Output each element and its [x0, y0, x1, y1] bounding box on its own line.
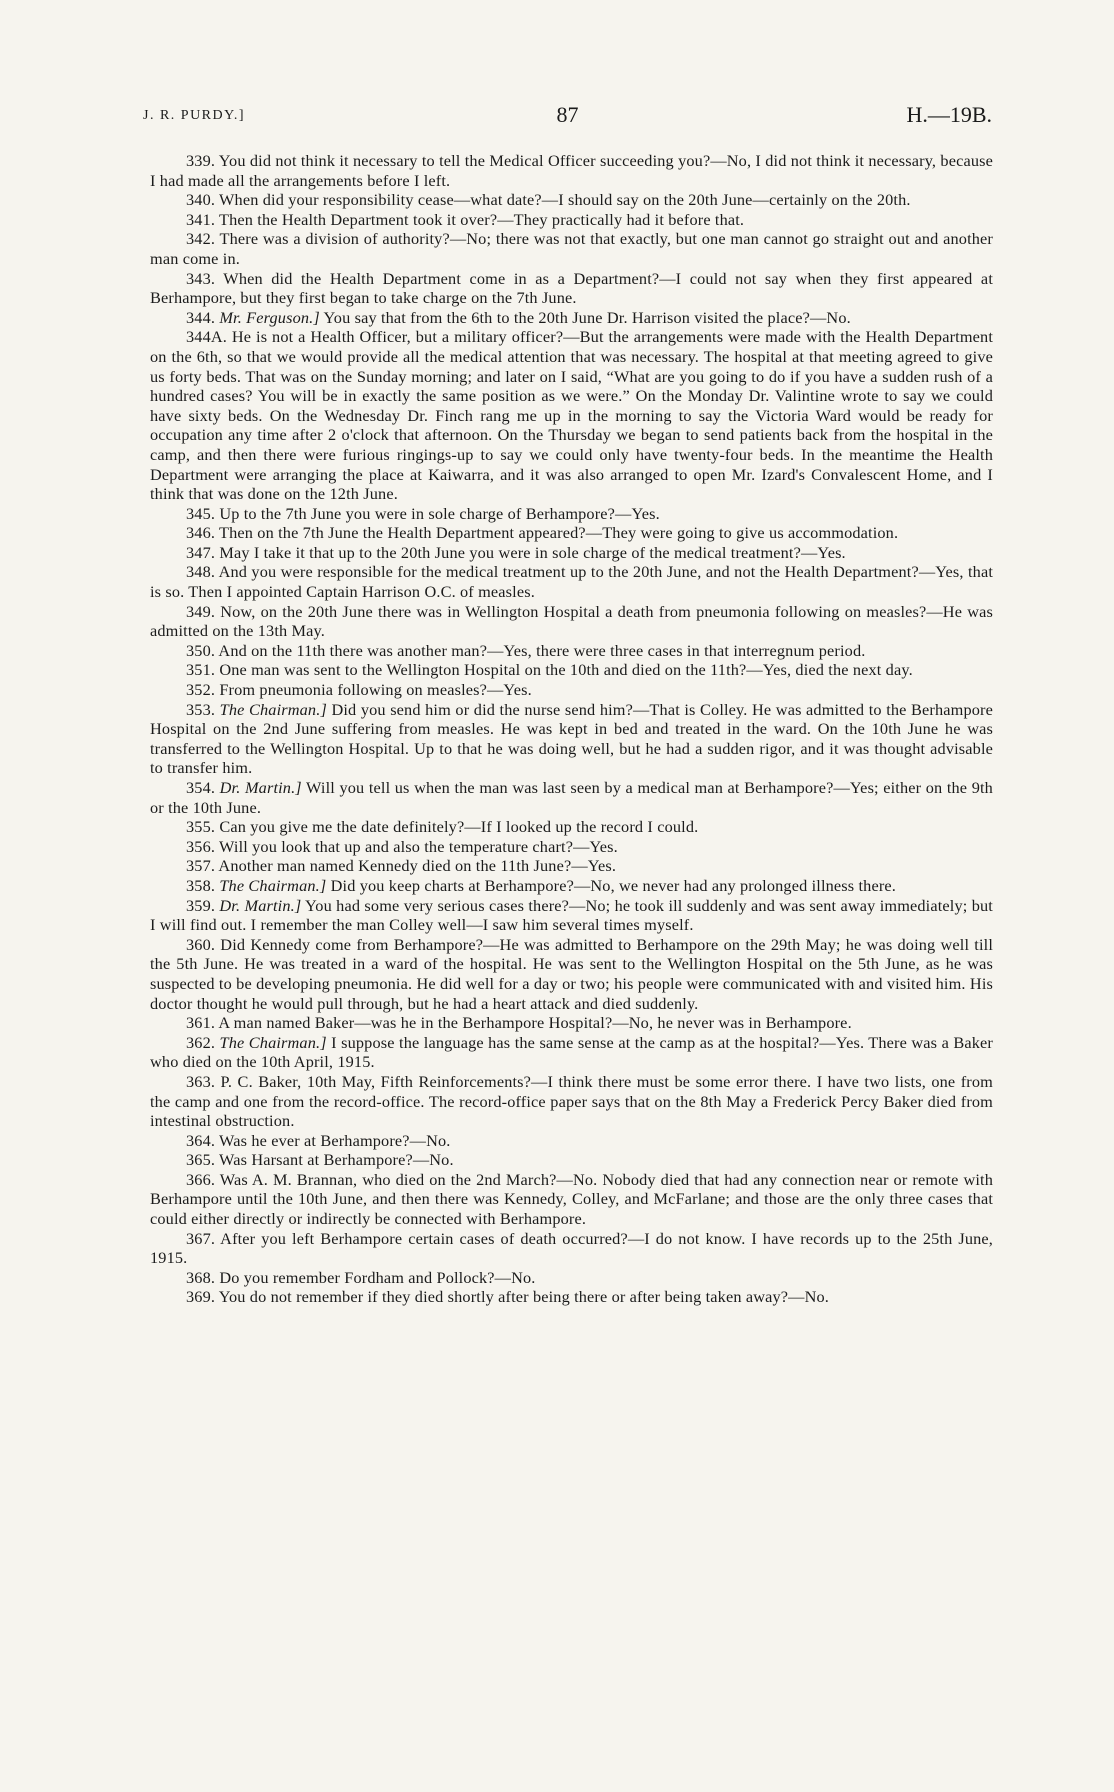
question-answer-text: There was a division of authority?—No; there was not that exactly, but one man cannot go straight out and another man come in.: [150, 229, 993, 268]
question-answer-text: Will you tell us when the man was last seen by a medical man at Berhampore?—Yes; either on the 9th or the 10th June.: [150, 778, 993, 817]
question-answer-text: One man was sent to the Wellington Hospital on the 10th and died on the 11th?—Yes, died the next day.: [219, 660, 913, 680]
question-344A: [150, 327, 993, 503]
speaker: The Chairman.]: [219, 875, 327, 895]
question-answer-text: He is not a Health Officer, but a military officer?—But the arrangements were made with the Health Department on the 6th, so that we would provide all the medical attention that was necessary. The hospital at that meeting agreed to give us forty beds. That was on the Sunday morning; and later on I said, “What are you going to do if you have a sudden rush of a hundred cases? You will be in exactly the same position as we were.” On the Monday Dr. Valintine wrote to say we could have sixty beds. On the Wednesday Dr. Finch rang me up in the morning to say the Victoria Ward would be ready for occupation any time after 2 o'clock that afternoon. On the Thursday we began to send patients back from the hospital in the camp, and then there were furious ringings-up to say we could only have twenty-four beds. In the meantime the Health Department were arranging the place at Kaiwarra, and it was also arranged to open Mr. Izard's Convalescent Home, and I think that was done on the 12th June.: [150, 327, 993, 504]
question-number: 369.: [186, 1287, 216, 1307]
page-header: [143, 104, 992, 134]
question-369: [150, 1287, 993, 1307]
question-answer-text: Can you give me the date definitely?—If I looked up the record I could.: [219, 817, 699, 837]
question-354: [150, 778, 993, 817]
question-answer-text: And on the 11th there was another man?—Yes, there were three cases in that interregnum period.: [218, 640, 866, 660]
question-answer-text: Was Harsant at Berhampore?—No.: [219, 1150, 454, 1170]
question-357: [150, 856, 993, 876]
question-341: [150, 210, 993, 230]
question-answer-text: Was A. M. Brannan, who died on the 2nd March?—No. Nobody died that had any connection near or remote with Berhampore until the 10th June, and then there was Kennedy, Colley, and McFarlane; and those are the only three cases that could either directly or indirectly be connected with Berhampore.: [150, 1169, 993, 1229]
question-number: 367.: [186, 1228, 216, 1248]
testimony-body: [150, 151, 993, 1307]
question-340: [150, 190, 993, 210]
question-350: [150, 641, 993, 661]
question-number: 364.: [186, 1130, 216, 1150]
question-number: 344A.: [186, 327, 227, 347]
question-answer-text: A man named Baker—was he in the Berhampore Hospital?—No, he never was in Berhampore.: [218, 1013, 852, 1033]
question-355: [150, 817, 993, 837]
question-answer-text: And you were responsible for the medical treatment up to the 20th June, and not the Health Department?—Yes, that is so. Then I appointed Captain Harrison O.C. of measles.: [150, 562, 993, 602]
question-answer-text: From pneumonia following on measles?—Yes.: [219, 680, 532, 700]
question-answer-text: You say that from the 6th to the 20th June Dr. Harrison visited the place?—No.: [323, 307, 851, 327]
question-answer-text: After you left Berhampore certain cases of death occurred?—I do not know. I have records up to the 25th June, 1915.: [150, 1228, 994, 1268]
question-number: 342.: [186, 229, 216, 249]
speaker: Dr. Martin.]: [219, 895, 302, 915]
question-number: 363.: [186, 1071, 216, 1091]
question-353: [150, 700, 993, 778]
question-number: 339.: [186, 151, 216, 170]
question-answer-text: I suppose the language has the same sense at the camp as at the hospital?—Yes. There was a Baker who died on the 10th April, 1915.: [150, 1032, 993, 1072]
question-answer-text: Up to the 7th June you were in sole charge of Berhampore?—Yes.: [219, 503, 660, 523]
question-number: 352.: [186, 680, 216, 700]
question-359: [150, 896, 993, 935]
question-number: 359.: [186, 895, 216, 915]
question-339: [150, 151, 993, 190]
question-number: 355.: [186, 817, 216, 837]
question-366: [150, 1170, 993, 1229]
question-number: 353.: [186, 699, 216, 719]
question-answer-text: You did not think it necessary to tell the Medical Officer succeeding you?—No, I did not think it necessary, because I had made all the arrangements before I left.: [150, 151, 993, 190]
question-answer-text: P. C. Baker, 10th May, Fifth Reinforcements?—I think there must be some error there. I have two lists, one from the camp and one from the record-office. The record-office paper says that on the 8th May a Frederick Percy Baker died from intestinal obstruction.: [150, 1071, 993, 1131]
question-343: [150, 269, 993, 308]
question-363: [150, 1072, 993, 1131]
question-351: [150, 660, 993, 680]
question-number: 368.: [186, 1267, 216, 1287]
question-answer-text: When did the Health Department come in as a Department?—I could not say when they first appeared at Berhampore, but they first began to take charge on the 7th June.: [150, 268, 993, 308]
question-answer-text: When did your responsibility cease—what date?—I should say on the 20th June—certainly on the 20th.: [219, 190, 911, 210]
question-number: 343.: [186, 268, 216, 288]
question-answer-text: Was he ever at Berhampore?—No.: [219, 1130, 451, 1150]
question-number: 357.: [186, 856, 216, 876]
question-360: [150, 935, 993, 1013]
question-number: 360.: [186, 934, 216, 954]
question-number: 345.: [186, 503, 216, 523]
question-number: 354.: [186, 778, 216, 797]
question-answer-text: Did Kennedy come from Berhampore?—He was admitted to Berhampore on the 29th May; he was doing well till the 5th June. He was treated in a ward of the hospital. He was sent to the Wellington Hospital on the 5th June, as he was suspected to be developing pneumonia. He did well for a day or two; his people were communicated with and visited him. His doctor thought he would pull through, but he had a heart attack and died suddenly.: [150, 934, 993, 1013]
question-352: [150, 680, 993, 700]
question-361: [150, 1013, 993, 1033]
page-number: 87: [556, 102, 579, 127]
question-number: 348.: [186, 562, 216, 582]
question-number: 340.: [186, 190, 216, 210]
speaker: The Chairman.]: [219, 1032, 327, 1052]
question-367: [150, 1229, 993, 1268]
question-answer-text: Then the Health Department took it over?—They practically had it before that.: [219, 209, 745, 229]
question-answer-text: You do not remember if they died shortly after being there or after being taken away?—No.: [218, 1287, 830, 1307]
question-368: [150, 1268, 993, 1288]
question-number: 349.: [186, 601, 216, 621]
question-365: [150, 1150, 993, 1170]
question-answer-text: Did you keep charts at Berhampore?—No, we never had any prolonged illness there.: [330, 875, 896, 895]
question-answer-text: Then on the 7th June the Health Department appeared?—They were going to give us accommodation.: [219, 523, 899, 543]
question-number: 365.: [186, 1150, 216, 1170]
question-number: 358.: [186, 875, 216, 895]
question-answer-text: Now, on the 20th June there was in Wellington Hospital a death from pneumonia following on measles?—He was admitted on the 13th May.: [150, 601, 993, 641]
question-answer-text: May I take it that up to the 20th June you were in sole charge of the medical treatment?—Yes.: [219, 542, 846, 562]
question-number: 347.: [186, 542, 216, 562]
question-answer-text: Did you send him or did the nurse send him?—That is Colley. He was admitted to the Berhampore Hospital on the 2nd June suffering from measles. He was kept in bed and treated in the ward. On the 10th June he was transferred to the Wellington Hospital. Up to that he was doing well, but he had a sudden rigor, and it was thought advisable to transfer him.: [150, 699, 994, 778]
question-number: 362.: [186, 1032, 216, 1052]
question-346: [150, 523, 993, 543]
question-347: [150, 543, 993, 563]
question-349: [150, 602, 993, 641]
question-362: [150, 1033, 993, 1072]
question-356: [150, 837, 993, 857]
speaker: Dr. Martin.]: [219, 778, 302, 797]
question-344: [150, 308, 993, 328]
question-number: 356.: [186, 836, 216, 856]
question-364: [150, 1131, 993, 1151]
question-348: [150, 562, 993, 601]
speaker: Mr. Ferguson.]: [219, 307, 320, 327]
question-answer-text: You had some very serious cases there?—No; he took ill suddenly and was sent away immediately; but I will find out. I remember the man Colley well—I saw him several times myself.: [150, 895, 993, 935]
question-number: 351.: [186, 660, 216, 680]
paper-reference: H.—19B.: [906, 102, 992, 127]
question-answer-text: Another man named Kennedy died on the 11th June?—Yes.: [218, 856, 617, 876]
question-answer-text: Will you look that up and also the temperature chart?—Yes.: [219, 836, 618, 856]
question-342: [150, 229, 993, 268]
question-number: 344.: [186, 307, 216, 327]
question-answer-text: Do you remember Fordham and Pollock?—No.: [219, 1267, 536, 1287]
question-345: [150, 504, 993, 524]
question-number: 361.: [186, 1013, 216, 1033]
question-number: 346.: [186, 523, 216, 543]
question-number: 350.: [186, 640, 216, 660]
question-number: 366.: [186, 1169, 216, 1189]
question-358: [150, 876, 993, 896]
speaker: The Chairman.]: [219, 699, 327, 719]
witness-name: J. R. PURDY.]: [143, 108, 246, 123]
question-number: 341.: [186, 209, 216, 229]
